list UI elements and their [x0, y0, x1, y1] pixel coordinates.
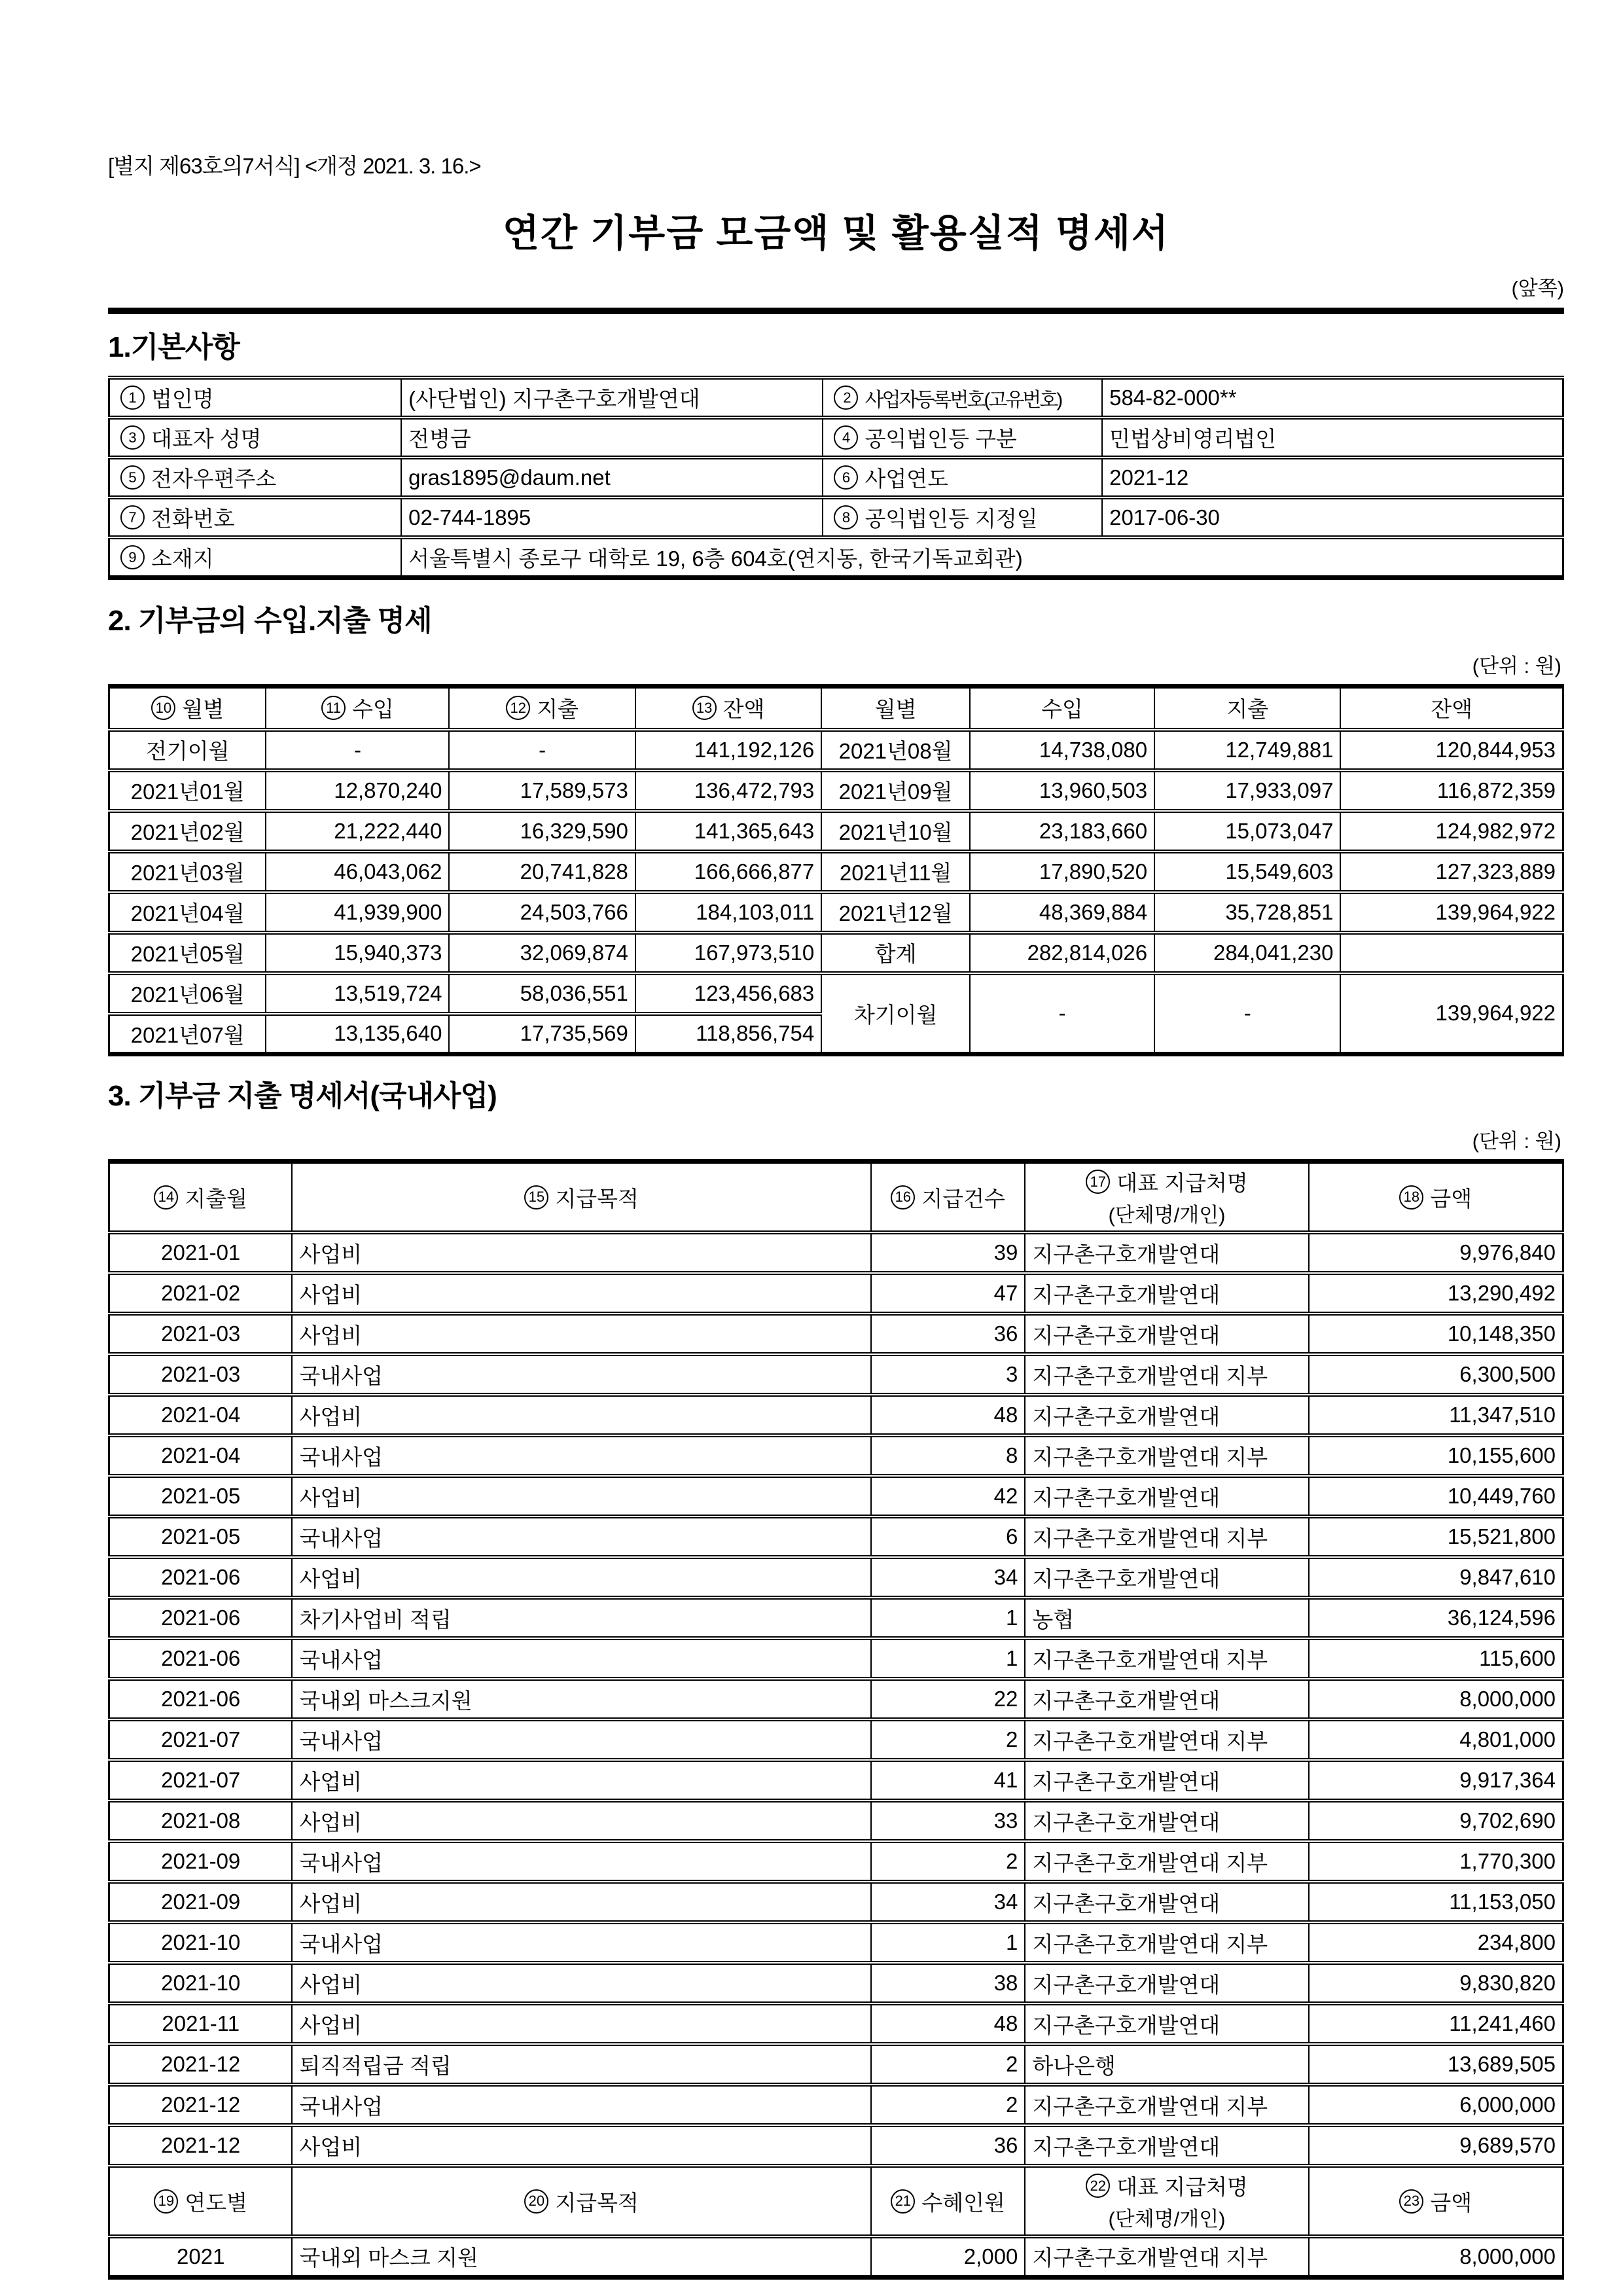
cell-income: 14,738,080 [970, 730, 1154, 770]
cell-purpose: 퇴직적립금 적립 [292, 2044, 870, 2085]
cell-total-income: 282,814,026 [970, 933, 1154, 973]
cell-amount: 36,124,596 [1309, 1598, 1563, 1638]
table-row [109, 1516, 1563, 1557]
basic-info-table [108, 376, 1564, 580]
cell-month: 2021년01월 [109, 770, 266, 811]
table-header-row [109, 2166, 1563, 2236]
cell-payee: 지구촌구호개발연대 [1025, 1395, 1308, 1435]
cell-count: 47 [871, 1273, 1026, 1314]
cell-payee: 지구촌구호개발연대 [1025, 2003, 1308, 2044]
cell-amount: 11,241,460 [1309, 2003, 1563, 2044]
field-value-biz-reg-no: 584-82-000** [1102, 378, 1563, 418]
cell-month: 2021년08월 [821, 730, 970, 770]
cell-expense-month: 2021-03 [109, 1354, 293, 1395]
cell-payee: 지구촌구호개발연대 [1025, 1232, 1308, 1273]
cell-month: 2021년11월 [821, 852, 970, 892]
cell-total-label: 합계 [821, 933, 970, 973]
cell-balance: 141,365,643 [635, 811, 821, 852]
cell-expense: 24,503,766 [449, 892, 635, 933]
cell-expense-month: 2021-04 [109, 1395, 293, 1435]
table-row [109, 457, 1563, 497]
circled-number: 4 [834, 425, 858, 450]
cell-expense: 15,549,603 [1154, 852, 1340, 892]
field-label-representative: 3 대표자 성명 [109, 418, 402, 457]
table-row [109, 1476, 1563, 1516]
cell-expense: 58,036,551 [449, 973, 635, 1014]
cell-payee: 지구촌구호개발연대 [1025, 1760, 1308, 1801]
field-value-address: 서울특별시 종로구 대학로 19, 6층 604호(연지동, 한국기독교회관) [401, 537, 1563, 578]
cell-amount: 9,847,610 [1309, 1557, 1563, 1598]
cell-count: 8 [871, 1435, 1026, 1476]
cell-payee: 지구촌구호개발연대 [1025, 1314, 1308, 1354]
cell-income: 23,183,660 [970, 811, 1154, 852]
cell-purpose: 사업비 [292, 2003, 870, 2044]
cell-count: 36 [871, 1314, 1026, 1354]
cell-amount: 11,153,050 [1309, 1882, 1563, 1922]
table-row [109, 973, 1563, 1014]
cell-month: 전기이월 [109, 730, 266, 770]
circled-number: 2 [834, 386, 858, 410]
table-row [109, 1354, 1563, 1395]
cell-payee: 하나은행 [1025, 2044, 1308, 2085]
cell-amount: 9,689,570 [1309, 2125, 1563, 2166]
circled-number: 7 [120, 505, 145, 529]
circled-number: 8 [834, 505, 858, 529]
col-header-payee-sub: (단체명/개인) [1108, 1204, 1226, 1227]
table-row [109, 2085, 1563, 2125]
table-row [109, 730, 1563, 770]
table-row [109, 537, 1563, 578]
cell-expense-month: 2021-06 [109, 1598, 293, 1638]
circled-number: 21 [891, 2189, 915, 2214]
cell-amount: 6,000,000 [1309, 2085, 1563, 2125]
unit-note: (단위 : 원) [1472, 1130, 1561, 1153]
table-row [109, 497, 1563, 537]
cell-carryover-balance: 139,964,922 [1340, 973, 1563, 1054]
cell-purpose: 국내사업 [292, 1638, 870, 1679]
cell-month: 2021년05월 [109, 933, 266, 973]
circled-number: 6 [834, 465, 858, 490]
cell-balance: 136,472,793 [635, 770, 821, 811]
cell-balance: 141,192,126 [635, 730, 821, 770]
table-row [109, 378, 1563, 418]
cell-count: 33 [871, 1801, 1026, 1841]
section2-heading: 2. 기부금의 수입.지출 명세 [108, 605, 432, 637]
circled-number: 14 [154, 1185, 178, 1210]
cell-month: 2021년04월 [109, 892, 266, 933]
cell-purpose: 국내사업 [292, 2085, 870, 2125]
cell-carryover-label: 차기이월 [821, 973, 970, 1054]
field-label-org-type: 4 공익법인등 구분 [823, 418, 1102, 457]
expense-rows [109, 1232, 1563, 2166]
expense-detail-table [108, 1159, 1564, 2280]
cell-count: 48 [871, 2003, 1026, 2044]
table-row [109, 2125, 1563, 2166]
cell-count: 1 [871, 1598, 1026, 1638]
cell-income: 46,043,062 [266, 852, 449, 892]
cell-count: 22 [871, 1679, 1026, 1719]
table-row [109, 933, 1563, 973]
cell-month: 2021년12월 [821, 892, 970, 933]
cell-expense-month: 2021-03 [109, 1314, 293, 1354]
circled-number: 19 [154, 2189, 178, 2214]
table-header-row [109, 1162, 1563, 1233]
cell-payee: 농협 [1025, 1598, 1308, 1638]
field-value-email: gras1895@daum.net [401, 457, 823, 497]
cell-year: 2021 [109, 2236, 293, 2277]
cell-balance: 116,872,359 [1340, 770, 1563, 811]
cell-purpose: 국내사업 [292, 1719, 870, 1760]
section3-heading: 3. 기부금 지출 명세서(국내사업) [108, 1080, 497, 1112]
col-header-payee: 17 대표 지급처명 (단체명/개인) [1025, 1162, 1308, 1233]
cell-purpose: 국내외 마스크지원 [292, 1679, 870, 1719]
cell-count: 2 [871, 2044, 1026, 2085]
cell-amount: 10,449,760 [1309, 1476, 1563, 1516]
cell-amount: 9,917,364 [1309, 1760, 1563, 1801]
cell-balance: 167,973,510 [635, 933, 821, 973]
cell-count: 3 [871, 1354, 1026, 1395]
cell-expense-month: 2021-11 [109, 2003, 293, 2044]
cell-amount: 115,600 [1309, 1638, 1563, 1679]
circled-number: 17 [1086, 1170, 1110, 1194]
cell-payee: 지구촌구호개발연대 지부 [1025, 1841, 1308, 1882]
table-row [109, 1922, 1563, 1963]
cell-purpose: 국내사업 [292, 1435, 870, 1476]
cell-expense-month: 2021-06 [109, 1679, 293, 1719]
table-row [109, 770, 1563, 811]
cell-carryover-expense: - [1154, 973, 1340, 1054]
unit-note: (단위 : 원) [1472, 655, 1561, 677]
cell-purpose: 사업비 [292, 1882, 870, 1922]
cell-month: 2021년06월 [109, 973, 266, 1014]
cell-balance: 127,323,889 [1340, 852, 1563, 892]
cell-expense-month: 2021-06 [109, 1557, 293, 1598]
horizontal-rule [108, 308, 1564, 314]
cell-expense-month: 2021-05 [109, 1516, 293, 1557]
cell-payee: 지구촌구호개발연대 [1025, 1963, 1308, 2003]
col-header-balance2: 잔액 [1340, 687, 1563, 730]
cell-purpose: 사업비 [292, 2125, 870, 2166]
table-row [109, 1395, 1563, 1435]
field-label-phone: 7 전화번호 [109, 497, 402, 537]
table-row [109, 1963, 1563, 2003]
cell-payee: 지구촌구호개발연대 [1025, 1476, 1308, 1516]
cell-amount: 4,801,000 [1309, 1719, 1563, 1760]
cell-expense-month: 2021-07 [109, 1760, 293, 1801]
col-header-payee2-sub: (단체명/개인) [1108, 2208, 1226, 2231]
field-label-email: 5 전자우편주소 [109, 457, 402, 497]
cell-purpose: 국내사업 [292, 1841, 870, 1882]
cell-count: 41 [871, 1760, 1026, 1801]
cell-expense-month: 2021-10 [109, 1963, 293, 2003]
cell-payee: 지구촌구호개발연대 [1025, 1679, 1308, 1719]
cell-balance: 166,666,877 [635, 852, 821, 892]
cell-income: 15,940,373 [266, 933, 449, 973]
cell-payee: 지구촌구호개발연대 [1025, 1273, 1308, 1314]
cell-count: 1 [871, 1922, 1026, 1963]
cell-month: 2021년09월 [821, 770, 970, 811]
cell-purpose: 차기사업비 적립 [292, 1598, 870, 1638]
circled-number: 3 [120, 425, 145, 450]
cell-expense: 17,589,573 [449, 770, 635, 811]
cell-expense: 12,749,881 [1154, 730, 1340, 770]
table-row [109, 1273, 1563, 1314]
field-label-business-year: 6 사업연도 [823, 457, 1102, 497]
cell-income: 13,519,724 [266, 973, 449, 1014]
cell-amount: 8,000,000 [1309, 1679, 1563, 1719]
field-label-address: 9 소재지 [109, 537, 402, 578]
cell-income: 13,135,640 [266, 1014, 449, 1054]
cell-expense-month: 2021-06 [109, 1638, 293, 1679]
cell-month: 2021년10월 [821, 811, 970, 852]
field-label-biz-reg-no: 2 사업자등록번호(고유번호) [823, 378, 1102, 418]
table-row [109, 2236, 1563, 2277]
cell-payee: 지구촌구호개발연대 [1025, 1801, 1308, 1841]
cell-balance: 123,456,683 [635, 973, 821, 1014]
page-title: 연간 기부금 모금액 및 활용실적 명세서 [502, 212, 1170, 255]
table-row [109, 1638, 1563, 1679]
cell-payee: 지구촌구호개발연대 [1025, 1557, 1308, 1598]
cell-expense: 15,073,047 [1154, 811, 1340, 852]
cell-purpose: 사업비 [292, 1801, 870, 1841]
cell-month: 2021년07월 [109, 1014, 266, 1054]
cell-expense-month: 2021-02 [109, 1273, 293, 1314]
cell-purpose: 국내사업 [292, 1922, 870, 1963]
form-reference-note: [별지 제63호의7서식] <개정 2021. 3. 16.> [108, 154, 481, 178]
cell-amount: 234,800 [1309, 1922, 1563, 1963]
table-row [109, 2044, 1563, 2085]
table-row [109, 1232, 1563, 1273]
table-row [109, 1557, 1563, 1598]
table-row [109, 1882, 1563, 1922]
cell-amount: 9,830,820 [1309, 1963, 1563, 2003]
cell-purpose: 국내사업 [292, 1354, 870, 1395]
cell-income: 21,222,440 [266, 811, 449, 852]
cell-purpose: 사업비 [292, 1963, 870, 2003]
col-header-amount: 18 금액 [1309, 1162, 1563, 1233]
table-row [109, 418, 1563, 457]
cell-payee: 지구촌구호개발연대 [1025, 2125, 1308, 2166]
circled-number: 23 [1399, 2189, 1423, 2214]
table-row [109, 1760, 1563, 1801]
col-header-amount2: 23 금액 [1309, 2166, 1563, 2236]
circled-number: 11 [321, 696, 346, 720]
cell-purpose: 사업비 [292, 1476, 870, 1516]
cell-amount: 10,155,600 [1309, 1435, 1563, 1476]
cell-income: 48,369,884 [970, 892, 1154, 933]
section1-heading: 1.기본사항 [108, 331, 240, 363]
cell-balance: 139,964,922 [1340, 892, 1563, 933]
table-row [109, 1801, 1563, 1841]
cell-expense-month: 2021-12 [109, 2125, 293, 2166]
cell-count: 34 [871, 1557, 1026, 1598]
field-value-phone: 02-744-1895 [401, 497, 823, 537]
circled-number: 15 [524, 1185, 548, 1210]
cell-amount: 6,300,500 [1309, 1354, 1563, 1395]
cell-count: 42 [871, 1476, 1026, 1516]
table-row [109, 2003, 1563, 2044]
cell-expense-month: 2021-12 [109, 2044, 293, 2085]
circled-number: 13 [692, 696, 717, 720]
cell-payee: 지구촌구호개발연대 지부 [1025, 2085, 1308, 2125]
circled-number: 5 [120, 465, 145, 490]
cell-balance: 118,856,754 [635, 1014, 821, 1054]
cell-amount: 10,148,350 [1309, 1314, 1563, 1354]
cell-amount: 9,976,840 [1309, 1232, 1563, 1273]
cell-count: 1 [871, 1638, 1026, 1679]
col-header-purpose2: 20 지급목적 [292, 2166, 870, 2236]
cell-balance: 124,982,972 [1340, 811, 1563, 852]
cell-payee: 지구촌구호개발연대 지부 [1025, 1354, 1308, 1395]
cell-amount: 1,770,300 [1309, 1841, 1563, 1882]
col-header-balance: 13 잔액 [635, 687, 821, 730]
cell-income: - [266, 730, 449, 770]
cell-purpose: 국내사업 [292, 1516, 870, 1557]
cell-expense: 35,728,851 [1154, 892, 1340, 933]
cell-income: 17,890,520 [970, 852, 1154, 892]
cell-month: 2021년03월 [109, 852, 266, 892]
field-value-org-type: 민법상비영리법인 [1102, 418, 1563, 457]
cell-amount: 15,521,800 [1309, 1516, 1563, 1557]
table-row [109, 1679, 1563, 1719]
field-value-corp-name: (사단법인) 지구촌구호개발연대 [401, 378, 823, 418]
cell-count: 36 [871, 2125, 1026, 2166]
cell-payee: 지구촌구호개발연대 [1025, 1882, 1308, 1922]
cell-purpose: 사업비 [292, 1273, 870, 1314]
cell-expense: 17,735,569 [449, 1014, 635, 1054]
circled-number: 20 [524, 2189, 548, 2214]
cell-carryover-income: - [970, 973, 1154, 1054]
cell-amount: 11,347,510 [1309, 1395, 1563, 1435]
cell-payee: 지구촌구호개발연대 지부 [1025, 1435, 1308, 1476]
cell-balance: 120,844,953 [1340, 730, 1563, 770]
table-row [109, 811, 1563, 852]
circled-number: 10 [151, 696, 175, 720]
table-row [109, 852, 1563, 892]
cell-expense-month: 2021-09 [109, 1882, 293, 1922]
col-header-beneficiaries: 21 수혜인원 [871, 2166, 1026, 2236]
field-value-designation-date: 2017-06-30 [1102, 497, 1563, 537]
cell-expense-month: 2021-07 [109, 1719, 293, 1760]
cell-purpose: 사업비 [292, 1314, 870, 1354]
cell-count: 34 [871, 1882, 1026, 1922]
col-header-expense: 12 지출 [449, 687, 635, 730]
cell-payee: 지구촌구호개발연대 지부 [1025, 1719, 1308, 1760]
cell-count: 2 [871, 1719, 1026, 1760]
field-value-representative: 전병금 [401, 418, 823, 457]
cell-total-expense: 284,041,230 [1154, 933, 1340, 973]
cell-expense: 32,069,874 [449, 933, 635, 973]
cell-expense: 16,329,590 [449, 811, 635, 852]
cell-expense-month: 2021-04 [109, 1435, 293, 1476]
table-row [109, 1598, 1563, 1638]
field-label-designation-date: 8 공익법인등 지정일 [823, 497, 1102, 537]
col-header-count: 16 지급건수 [871, 1162, 1026, 1233]
cell-income: 12,870,240 [266, 770, 449, 811]
cell-count: 39 [871, 1232, 1026, 1273]
cell-expense-month: 2021-01 [109, 1232, 293, 1273]
cell-purpose: 사업비 [292, 1557, 870, 1598]
col-header-month2: 월별 [821, 687, 970, 730]
cell-count: 6 [871, 1516, 1026, 1557]
income-expense-table [108, 684, 1564, 1056]
col-header-month: 10 월별 [109, 687, 266, 730]
cell-amount: 9,702,690 [1309, 1801, 1563, 1841]
cell-count: 48 [871, 1395, 1026, 1435]
table-row [109, 892, 1563, 933]
cell-expense-month: 2021-09 [109, 1841, 293, 1882]
cell-balance: 184,103,011 [635, 892, 821, 933]
table-row [109, 1719, 1563, 1760]
cell-expense: 20,741,828 [449, 852, 635, 892]
cell-expense-month: 2021-10 [109, 1922, 293, 1963]
circled-number: 18 [1399, 1185, 1423, 1210]
table-row [109, 1435, 1563, 1476]
cell-purpose: 사업비 [292, 1395, 870, 1435]
circled-number: 16 [891, 1185, 915, 1210]
cell-beneficiaries: 2,000 [871, 2236, 1026, 2277]
col-header-expense2: 지출 [1154, 687, 1340, 730]
col-header-payee2: 22 대표 지급처명 (단체명/개인) [1025, 2166, 1308, 2236]
cell-count: 38 [871, 1963, 1026, 2003]
cell-payee: 지구촌구호개발연대 지부 [1025, 1922, 1308, 1963]
cell-amount: 8,000,000 [1309, 2236, 1563, 2277]
table-row [109, 1314, 1563, 1354]
cell-expense-month: 2021-05 [109, 1476, 293, 1516]
cell-expense: 17,933,097 [1154, 770, 1340, 811]
cell-count: 2 [871, 1841, 1026, 1882]
field-label-corp-name: 1 법인명 [109, 378, 402, 418]
cell-purpose: 국내외 마스크 지원 [292, 2236, 870, 2277]
field-value-business-year: 2021-12 [1102, 457, 1563, 497]
cell-purpose: 사업비 [292, 1232, 870, 1273]
cell-payee: 지구촌구호개발연대 지부 [1025, 1516, 1308, 1557]
cell-income: 13,960,503 [970, 770, 1154, 811]
cell-count: 2 [871, 2085, 1026, 2125]
cell-expense-month: 2021-12 [109, 2085, 293, 2125]
circled-number: 22 [1086, 2174, 1110, 2198]
cell-expense-month: 2021-08 [109, 1801, 293, 1841]
cell-payee: 지구촌구호개발연대 지부 [1025, 1638, 1308, 1679]
table-header-row [109, 687, 1563, 730]
circled-number: 9 [120, 545, 145, 569]
cell-expense: - [449, 730, 635, 770]
cell-amount: 13,290,492 [1309, 1273, 1563, 1314]
front-side-note: (앞쪽) [1511, 277, 1564, 300]
cell-income: 41,939,900 [266, 892, 449, 933]
col-header-income2: 수입 [970, 687, 1154, 730]
cell-payee: 지구촌구호개발연대 지부 [1025, 2236, 1308, 2277]
cell-purpose: 사업비 [292, 1760, 870, 1801]
cell-month: 2021년02월 [109, 811, 266, 852]
cell-blank [1340, 933, 1563, 973]
circled-number: 12 [506, 696, 530, 720]
col-header-purpose: 15 지급목적 [292, 1162, 870, 1233]
col-header-year: 19 연도별 [109, 2166, 293, 2236]
table-row [109, 1841, 1563, 1882]
col-header-income: 11 수입 [266, 687, 449, 730]
circled-number: 1 [120, 386, 145, 410]
col-header-expense-month: 14 지출월 [109, 1162, 293, 1233]
cell-amount: 13,689,505 [1309, 2044, 1563, 2085]
